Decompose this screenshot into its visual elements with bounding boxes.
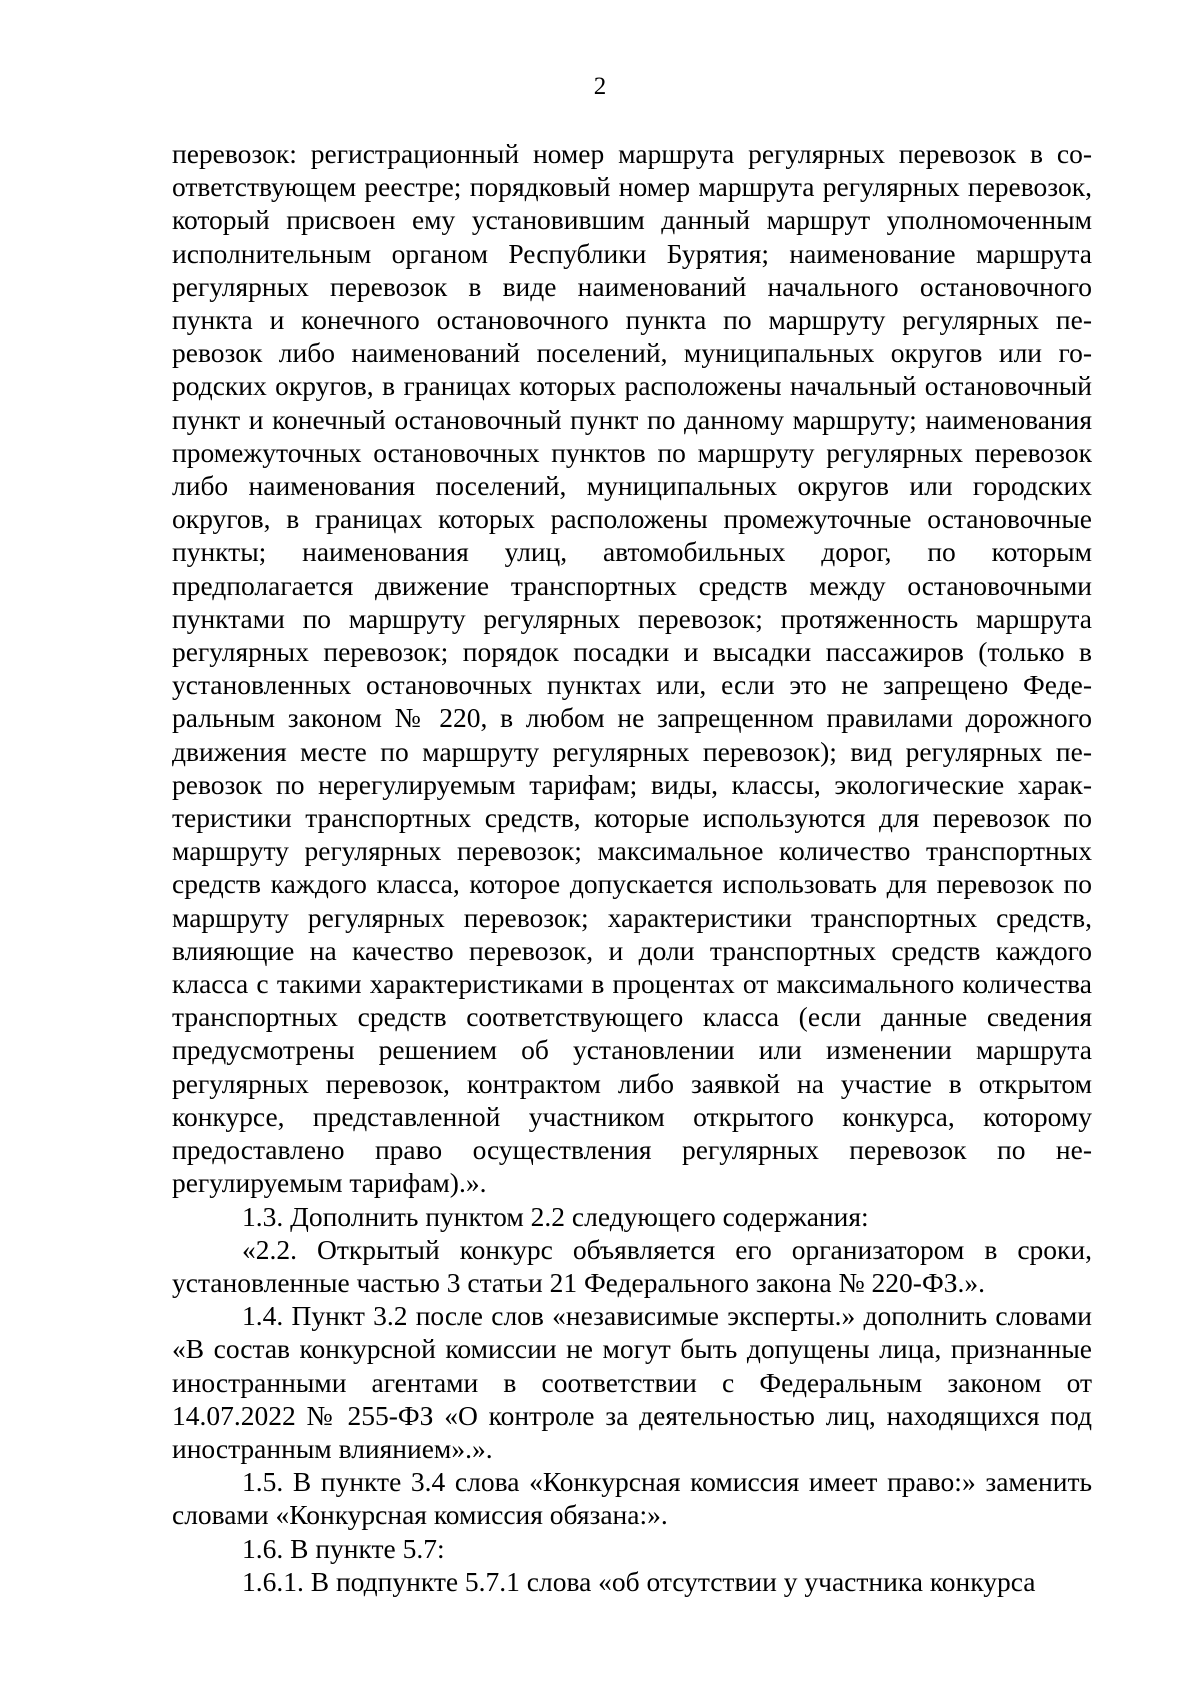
- document-body: [172, 137, 1092, 1598]
- paragraph-route-details: перевозок: регистрационный номер маршрута регулярных перевозок в соответствующем реестре; порядковый номер маршрута регулярных перевозок, который присвоен ему установившим данный маршрут уполномоченным исполнительным органом Республики Бурятия; наименование маршрута регулярных перевозок в виде наименований начального остановочного пункта и конечного остановочного пункта по маршруту регулярных перевозок либо наименований поселений, муниципальных округов или городских округов, в границах которых расположены начальный остановочный пункт и конечный остановочный пункт по данному маршруту; наименования промежуточных остановочных пунктов по маршруту регулярных перевозок либо наименования поселений, муниципальных округов или городских округов, в границах которых расположены промежуточные остановочные пункты; наименования улиц, автомобильных дорог, по которым предполагается движение транспортных средств между остановочными пунктами по маршруту регулярных перевозок; протяженность маршрута регулярных перевозок; порядок посадки и высадки пассажиров (только в установленных остановочных пунктах или, если это не запрещено Федеральным законом № 220, в любом не запрещенном правилами дорожного движения месте по маршруту регулярных перевозок); вид регулярных перевозок по нерегулируемым тарифам; виды, классы, экологические характеристики транспортных средств, которые используются для перевозок по маршруту регулярных перевозок; максимальное количество транспортных средств каждого класса, которое допускается использовать для перевозок по маршруту регулярных перевозок; характеристики транспортных средств, влияющие на качество перевозок, и доли транспортных средств каждого класса с такими характеристиками в процентах от максимального количества транспортных средств соответствующего класса (если данные сведения предусмотрены решением об установлении или изменении маршрута регулярных перевозок, контрактом либо заявкой на участие в открытом конкурсе, представленной участником открытого конкурса, которому предоставлено право осуществления регулярных перевозок по нерегулируемым тарифам).».: [172, 138, 1092, 1199]
- paragraph-item-1-6: 1.6. В пункте 5.7:: [242, 1532, 445, 1564]
- paragraph-item-1-5: 1.5. В пункте 3.4 слова «Конкурсная комиссия имеет право:» заменить словами «Конкурсная комиссия обязана:».: [172, 1466, 1092, 1531]
- paragraph-item-1-4: 1.4. Пункт 3.2 после слов «независимые эксперты.» дополнить словами «В состав конкурсной комиссии не могут быть допущены лица, признанные иностранными агентами в соответствии с Федеральным законом от 14.07.2022 № 255-ФЗ «О контроле за деятельностью лиц, находящихся под иностранным влиянием».».: [172, 1300, 1092, 1464]
- paragraph-quote-2-2: «2.2. Открытый конкурс объявляется его организатором в сроки, установленные частью 3 статьи 21 Федерального закона № 220-ФЗ.».: [172, 1233, 1092, 1298]
- paragraph-item-1-3: 1.3. Дополнить пунктом 2.2 следующего содержания:: [242, 1200, 869, 1232]
- page-number: 2: [593, 73, 607, 100]
- paragraph-item-1-6-1: 1.6.1. В подпункте 5.7.1 слова «об отсутствии у участника конкурса: [242, 1565, 1036, 1597]
